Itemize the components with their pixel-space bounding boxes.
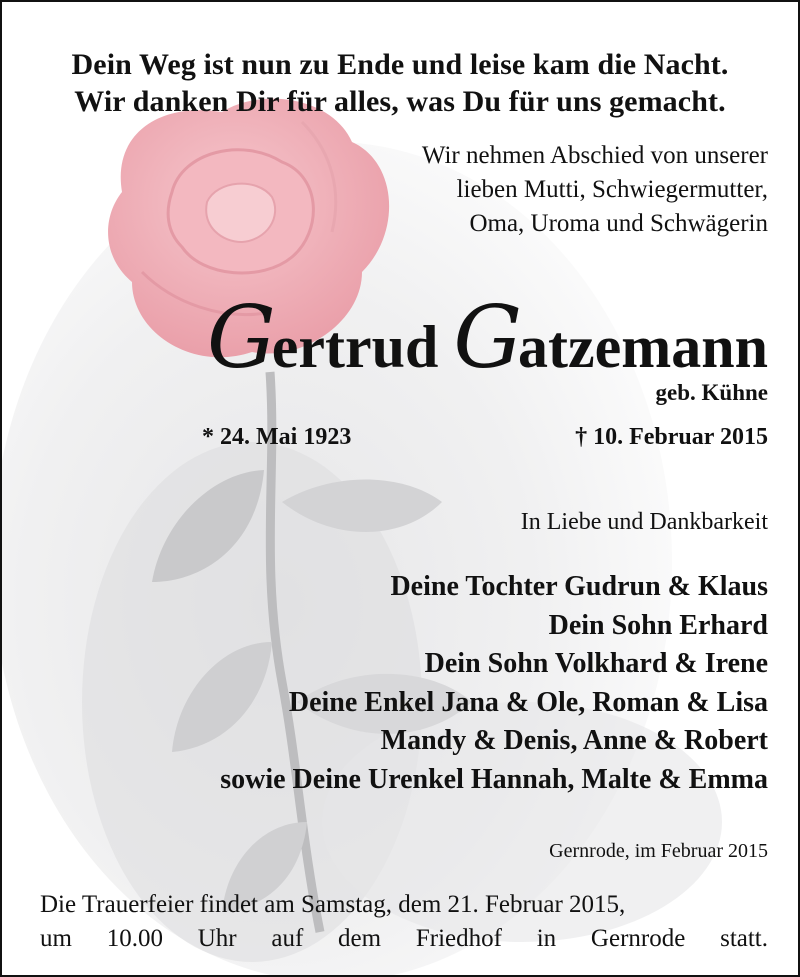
intro-text xyxy=(2,139,798,241)
service-line-1: Die Trauerfeier findet am Samstag, dem 21. Februar 2015, xyxy=(40,891,626,918)
first-name-rest: ertrud xyxy=(271,314,439,380)
birth-date: * 24. Mai 1923 xyxy=(202,424,352,450)
intro-line-2: lieben Mutti, Schwiegermutter, xyxy=(456,176,768,203)
mourner-line: Dein Sohn Erhard xyxy=(548,609,768,641)
place-and-date: Gernrode, im Februar 2015 xyxy=(549,840,768,862)
mourner-line: Mandy & Denis, Anne & Robert xyxy=(380,725,768,756)
mourner-line: Dein Sohn Volkhard & Irene xyxy=(424,648,768,679)
birth-name: geb. Kühne xyxy=(655,380,768,405)
mourners-list xyxy=(220,568,768,799)
last-name-initial: G xyxy=(453,288,519,388)
mourner-line: Deine Tochter Gudrun & Klaus xyxy=(390,571,768,602)
closing-phrase: In Liebe und Dankbarkeit xyxy=(520,509,768,535)
motto-line-2: Wir danken Dir für alles, was Du für uns gemacht. xyxy=(74,85,726,118)
mourner-line: sowie Deine Urenkel Hannah, Malte & Emma xyxy=(220,763,768,795)
motto-verse xyxy=(2,46,798,120)
mourner-line: Deine Enkel Jana & Ole, Roman & Lisa xyxy=(288,686,768,718)
deceased-name xyxy=(207,288,768,388)
service-line-2: um 10.00 Uhr auf dem Friedhof in Gernrode statt. xyxy=(40,925,768,952)
death-date: † 10. Februar 2015 xyxy=(575,424,768,450)
funeral-service-notice xyxy=(40,888,768,956)
last-name-rest: atzemann xyxy=(518,314,768,380)
intro-line-3: Oma, Uroma und Schwägerin xyxy=(469,210,768,237)
intro-line-1: Wir nehmen Abschied von unserer xyxy=(421,142,768,169)
motto-line-1: Dein Weg ist nun zu Ende und leise kam die Nacht. xyxy=(71,48,729,81)
first-name-initial: G xyxy=(207,288,272,388)
